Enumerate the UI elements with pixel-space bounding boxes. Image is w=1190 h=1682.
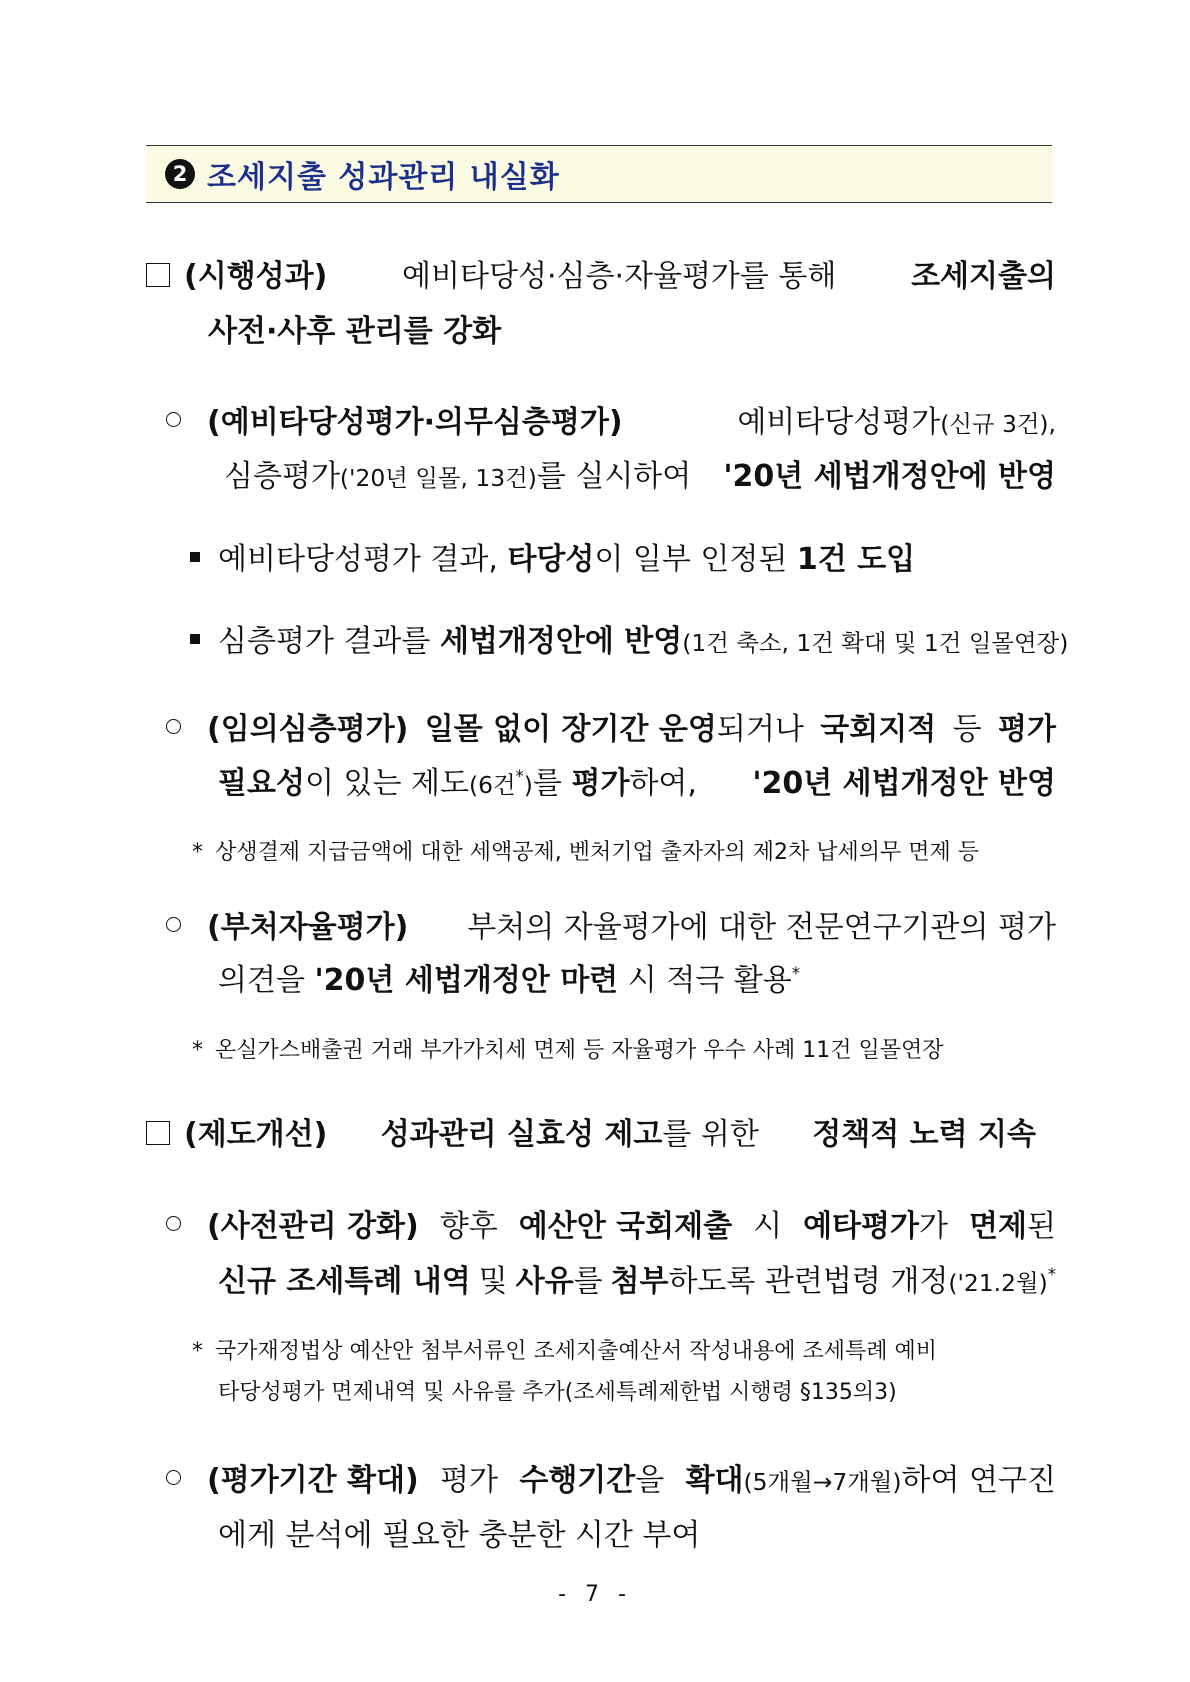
item-1b-line-2 (218, 766, 1056, 801)
circle-bullet-icon (166, 1216, 181, 1231)
paragraph-1-bold-b: 사전·사후 관리를 강화 (208, 314, 502, 349)
item-2a-small-a: ('21.2월) (948, 1269, 1048, 1297)
item-1c-text-a: 부처의 자율평가에 대한 전문연구기관의 평가 (467, 910, 1056, 945)
item-1a-ii-small-a: (1건 축소, 1건 확대 및 1건 일몰연장) (682, 629, 1069, 657)
item-1a-i-bold-a: 타당성 (507, 542, 595, 577)
paragraph-2-line-1 (146, 1117, 1036, 1152)
item-2a-bold-e: 사유 (515, 1264, 574, 1299)
item-1b-bold-d: 필요성 (218, 766, 305, 801)
item-2a-bold-a: 예산안 국회제출 (518, 1209, 733, 1244)
item-1a-bold-c: '20년 세법개정안에 반영 (723, 459, 1056, 494)
circle-bullet-icon (166, 412, 181, 427)
item-1a-tag: (예비타당성평가·의무심층평가) (207, 405, 623, 440)
item-2b-line-1 (166, 1463, 1056, 1498)
item-2a-bold-b: 예타평가 (803, 1209, 919, 1244)
item-2a-note-a: 국가재정법상 예산안 첨부서류인 조세지출예산서 작성내용에 조세특례 예비 (215, 1339, 938, 1364)
item-1a-i (190, 542, 916, 577)
item-1b-text-c: 이 있는 제도 (304, 766, 469, 801)
footnote-mark: * (192, 1339, 203, 1364)
item-2a-footnote-line-2 (218, 1382, 897, 1404)
paragraph-2-text-a: 를 위한 (662, 1117, 759, 1152)
item-1a-ii-text-a: 심층평가 결과를 (218, 624, 431, 659)
footnote-mark: * (192, 840, 203, 865)
item-1b-bold-a: 일몰 없이 장기간 운영 (424, 712, 717, 747)
item-1b-footnote (192, 842, 979, 864)
item-1a-ii-bold-a: 세법개정안에 반영 (439, 624, 683, 659)
item-1a-text-a: 예비타당성평가 (737, 405, 941, 440)
item-2a-text-b: 시 (753, 1209, 783, 1244)
page-number: - 7 - (558, 1582, 632, 1607)
paragraph-1-line-1 (146, 259, 1056, 294)
item-2b-text-c: 하여 연구진 (901, 1463, 1056, 1498)
item-2b-text-d: 에게 분석에 필요한 충분한 시간 부여 (218, 1518, 701, 1553)
item-2a-bold-c: 면제 (969, 1209, 1027, 1244)
paragraph-1-line-2 (208, 314, 502, 349)
paragraph-1-text-a: 예비타당성·심층·자율평가를 통해 (402, 259, 837, 294)
item-2b-line-2 (218, 1518, 701, 1553)
item-1b-bold-b: 국회지적 (820, 712, 937, 747)
item-1c-bold-a: '20년 세법개정안 마련 (314, 963, 619, 998)
item-2a-tag: (사전관리 강화) (207, 1209, 419, 1244)
footnote-mark: * (192, 1038, 203, 1063)
item-1b-bold-c: 평가 (998, 712, 1056, 747)
section-header (146, 145, 1052, 203)
paragraph-2-tag: (제도개선) (184, 1117, 328, 1152)
item-1c-line-2 (218, 963, 800, 998)
item-1b-text-e: 하여, (629, 766, 697, 801)
item-1c-note: 온실가스배출권 거래 부가가치세 면제 등 자율평가 우수 사례 11건 일몰연장 (215, 1038, 944, 1063)
item-1b-bold-e: 평가 (571, 766, 630, 801)
paragraph-1-tag: (시행성과) (184, 259, 328, 294)
square-bullet-icon (190, 634, 200, 644)
item-1c-tag: (부처자율평가) (207, 910, 409, 945)
item-2b-text-a: 평가 (440, 1463, 499, 1498)
item-2b-text-b: 을 (635, 1463, 665, 1498)
item-1a-small-b: ('20년 일몰, 13건) (339, 464, 537, 492)
item-1b-line-1 (166, 712, 1056, 747)
item-1b-bold-f: '20년 세법개정안 반영 (752, 766, 1056, 801)
item-2a-bold-d: 신규 조세특례 내역 (218, 1264, 471, 1299)
item-2b-small-a: (5개월→7개월) (743, 1468, 902, 1496)
item-1b-tag: (임의심층평가) (207, 712, 409, 747)
item-1c-text-b: 의견을 (218, 963, 305, 998)
item-1b-small-a: (6건 (468, 771, 516, 799)
item-2a-text-e: 및 (478, 1264, 508, 1299)
item-1a-line-2 (224, 459, 1056, 494)
paragraph-2-bold-b: 정책적 노력 지속 (812, 1117, 1036, 1152)
item-1a-ii (190, 624, 1069, 659)
item-1b-text-b: 등 (952, 712, 982, 747)
item-2b-bold-b: 확대 (685, 1463, 744, 1498)
paragraph-2-bold-a: 성과관리 실효성 제고 (380, 1117, 663, 1152)
item-1a-i-text-a: 예비타당성평가 결과, (218, 542, 498, 577)
checkbox-square-icon (146, 1121, 170, 1145)
item-2a-bold-f: 첨부 (610, 1264, 669, 1299)
item-2a-text-f: 를 (573, 1264, 603, 1299)
item-2a-text-g: 하도록 관련법령 개정 (668, 1264, 949, 1299)
item-1a-i-bold-b: 1건 도입 (796, 542, 916, 577)
section-number-badge: 2 (165, 159, 195, 189)
item-1a-i-text-b: 이 일부 인정된 (594, 542, 788, 577)
item-2a-text-d: 된 (1026, 1209, 1056, 1244)
checkbox-square-icon (146, 263, 170, 287)
item-2b-bold-a: 수행기간 (519, 1463, 636, 1498)
item-1a-text-b: 심층평가 (224, 459, 340, 494)
item-2a-sup-a: * (1047, 1265, 1056, 1284)
item-2a-note-b: 타당성평가 면제내역 및 사유를 추가(조세특례제한법 시행령 §135의3) (218, 1380, 897, 1405)
item-1c-line-1 (166, 910, 1056, 945)
item-1b-text-a: 되거나 (716, 712, 804, 747)
item-1b-sup-a: * (515, 767, 524, 786)
paragraph-1-bold-a: 조세지출의 (911, 259, 1056, 294)
item-1a-line-1 (166, 405, 1056, 440)
item-2a-text-a: 향후 (439, 1209, 498, 1244)
circle-bullet-icon (166, 1470, 181, 1485)
item-2a-text-c: 가 (919, 1209, 948, 1244)
item-1c-text-c: 시 적극 활용 (627, 963, 792, 998)
circle-bullet-icon (166, 917, 181, 932)
section-title: 조세지출 성과관리 내실화 (207, 160, 560, 195)
item-1c-sup-a: * (791, 964, 800, 983)
item-2b-tag: (평가기간 확대) (207, 1463, 419, 1498)
circle-bullet-icon (166, 719, 181, 734)
item-1a-small-a: (신규 3건), (940, 410, 1056, 438)
item-2a-line-1 (166, 1209, 1056, 1244)
item-1a-text-c: 를 실시하여 (536, 459, 692, 494)
item-2a-footnote-line-1 (192, 1341, 937, 1363)
square-bullet-icon (190, 552, 200, 562)
item-1b-text-d: 를 (532, 766, 562, 801)
item-1c-footnote (192, 1040, 944, 1062)
item-1b-small-b: ) (523, 771, 533, 799)
item-1b-note: 상생결제 지급금액에 대한 세액공제, 벤처기업 출자자의 제2차 납세의무 면제 등 (215, 840, 979, 865)
item-2a-line-2 (218, 1264, 1056, 1299)
